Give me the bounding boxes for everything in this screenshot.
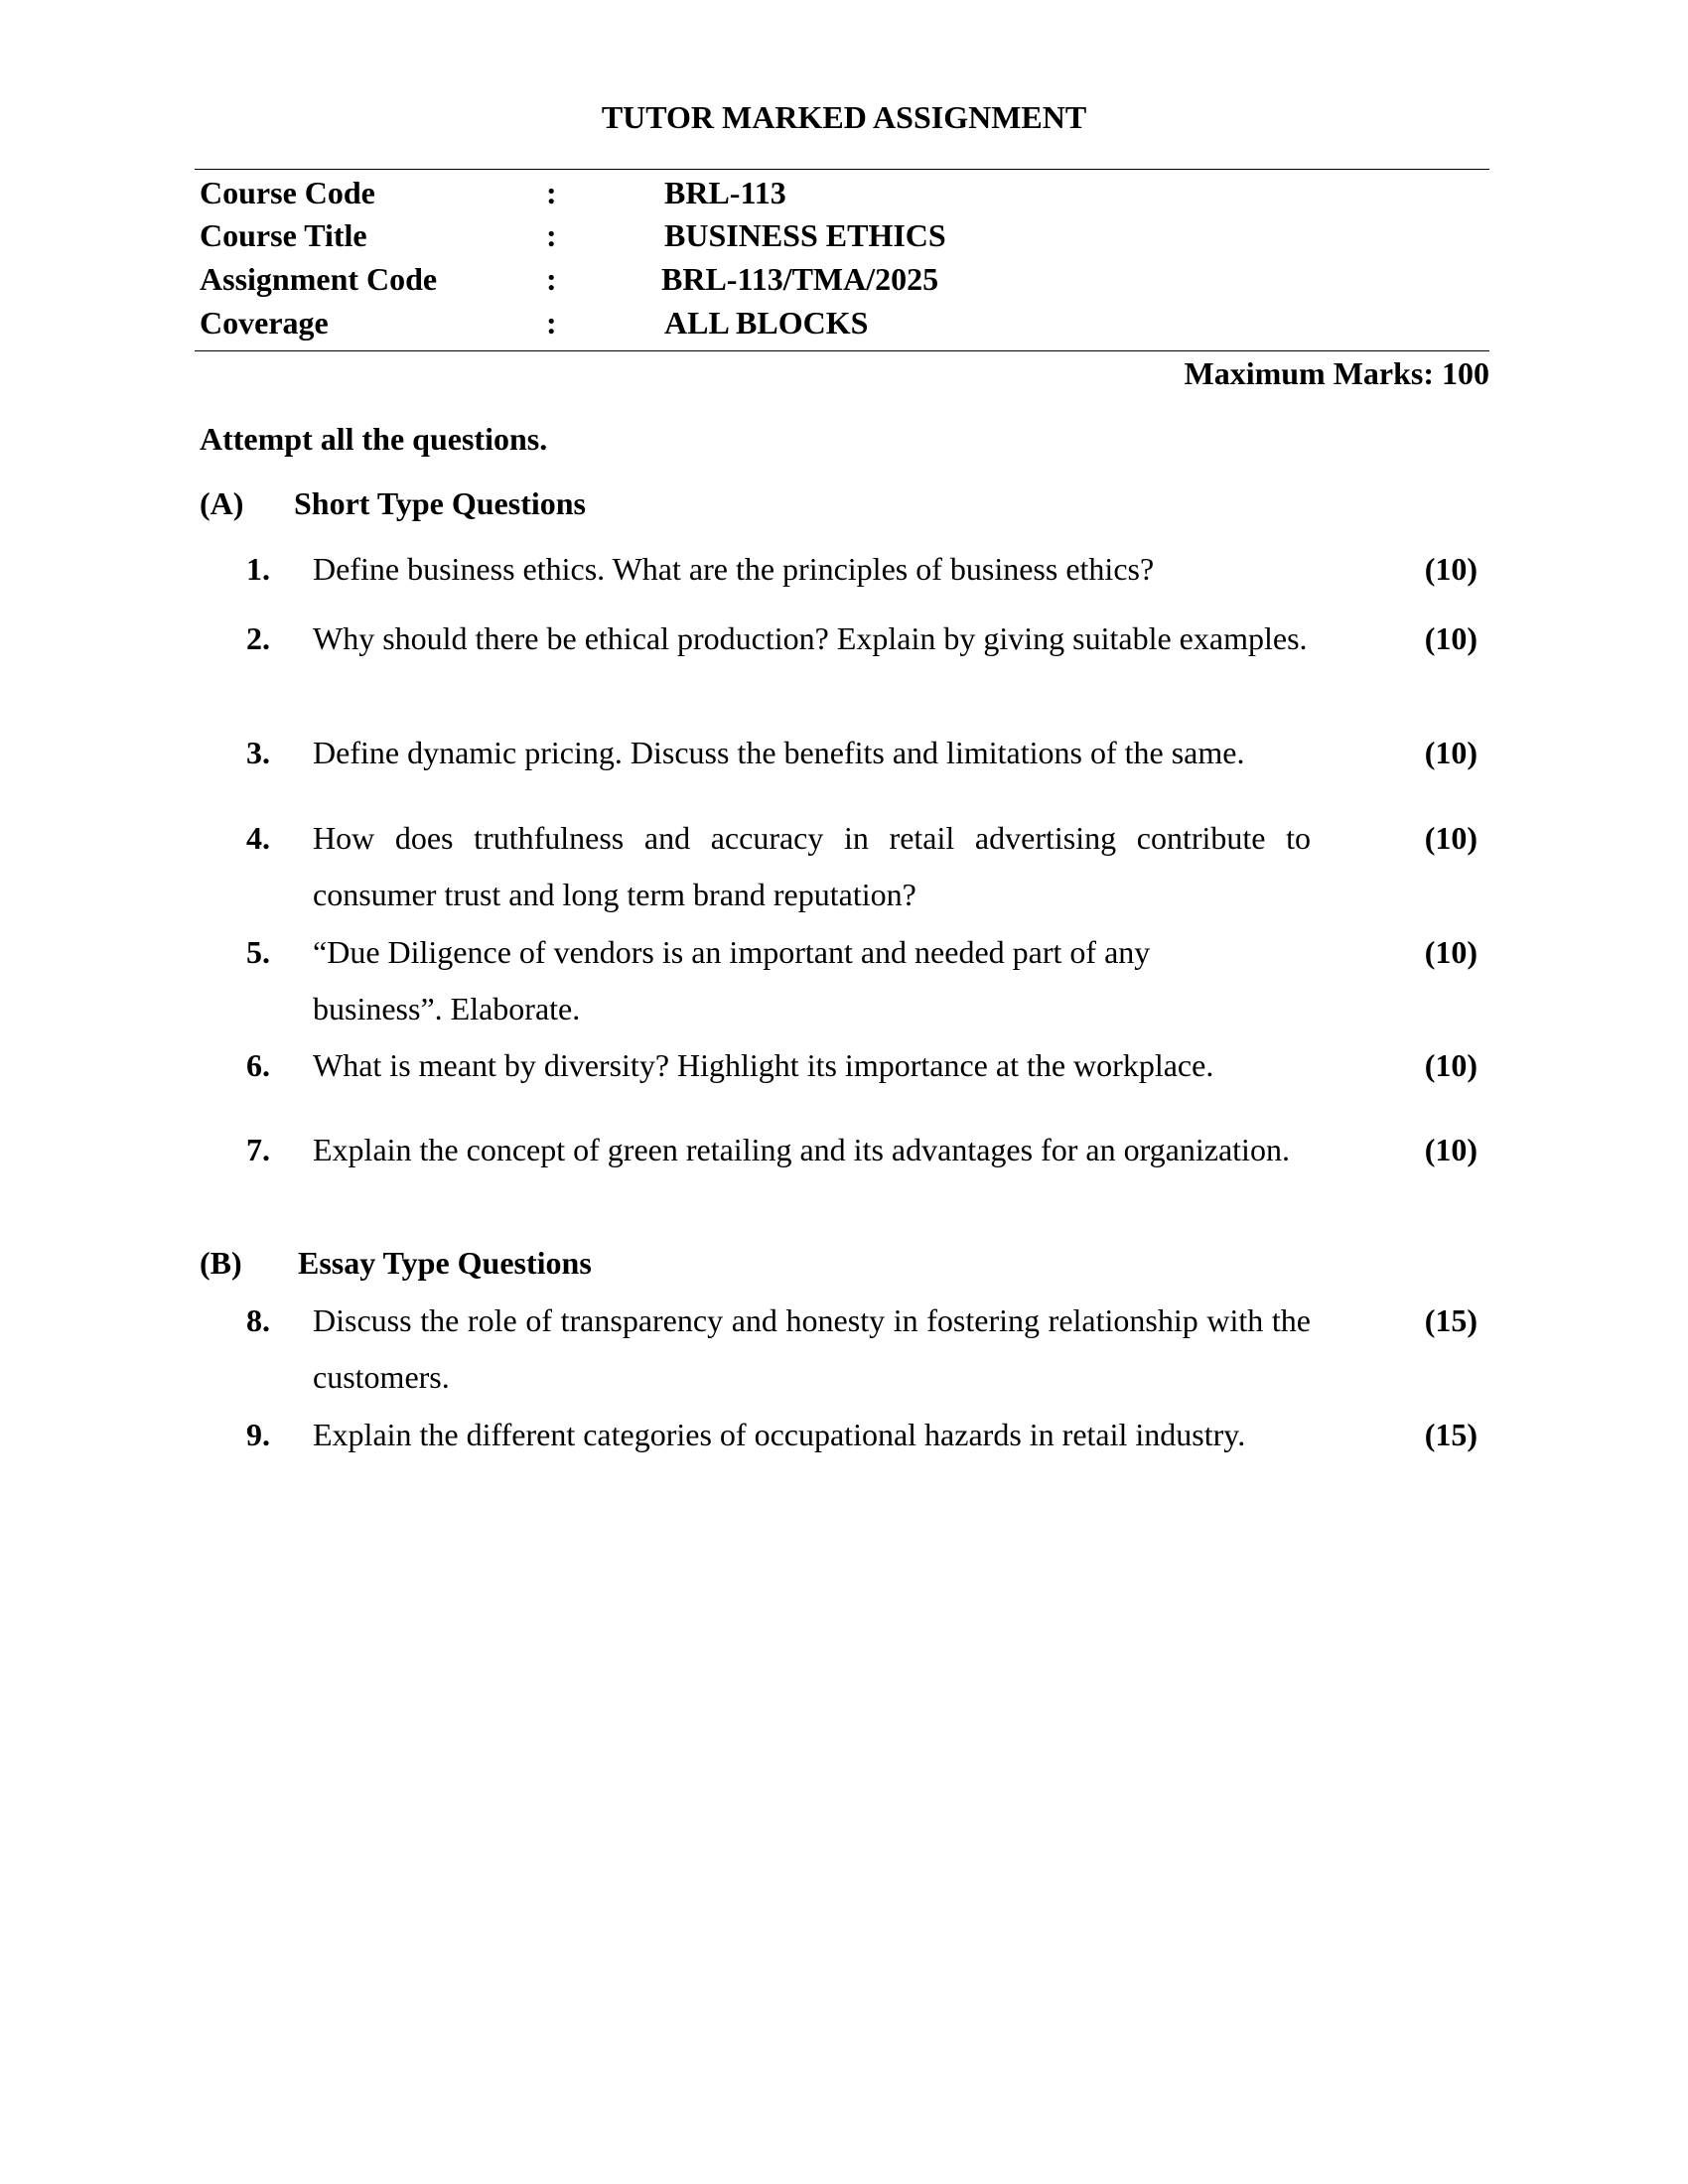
question-number: 1.: [246, 551, 270, 587]
meta-value: BRL-113: [664, 175, 786, 210]
question-marks: (10): [1424, 735, 1477, 770]
section-b-heading: [0, 1241, 1688, 1285]
meta-label: Course Code: [200, 175, 375, 210]
meta-value: ALL BLOCKS: [664, 305, 869, 341]
meta-label: Coverage: [200, 305, 329, 341]
meta-colon: :: [546, 261, 557, 297]
section-title: Short Type Questions: [294, 485, 586, 521]
meta-colon: :: [546, 175, 557, 210]
question-text: Define dynamic pricing. Discuss the benefits and limitations of the same.: [313, 735, 1245, 770]
meta-label: Course Title: [200, 217, 367, 253]
section-letter: (B): [200, 1245, 242, 1281]
question-text: Discuss the role of transparency and honesty in fostering relationship with the customers.: [313, 1302, 1311, 1395]
meta-value: BRL-113/TMA/2025: [661, 261, 939, 297]
meta-row-coverage: [0, 301, 1688, 344]
question-number: 7.: [246, 1132, 270, 1167]
question-number: 8.: [246, 1302, 270, 1338]
question-marks: (10): [1424, 820, 1477, 856]
instruction-text: Attempt all the questions.: [200, 421, 548, 457]
question-marks: (10): [1424, 551, 1477, 587]
document-title: TUTOR MARKED ASSIGNMENT: [601, 99, 1087, 135]
meta-colon: :: [546, 305, 557, 341]
maximum-marks: Maximum Marks: 100: [1184, 355, 1489, 391]
question-marks: (15): [1424, 1417, 1477, 1452]
question-number: 5.: [246, 934, 270, 970]
question-number: 3.: [246, 735, 270, 770]
section-title: Essay Type Questions: [298, 1245, 592, 1281]
meta-value: BUSINESS ETHICS: [664, 217, 946, 253]
question-text: Explain the concept of green retailing and its advantages for an organization.: [313, 1132, 1290, 1167]
question-text: “Due Diligence of vendors is an important and needed part of any business”. Elaborate.: [313, 934, 1151, 1026]
question-number: 2.: [246, 620, 270, 656]
question-text: Define business ethics. What are the principles of business ethics?: [313, 551, 1155, 587]
question-text: Why should there be ethical production? Explain by giving suitable examples.: [313, 620, 1308, 656]
meta-label: Assignment Code: [200, 261, 438, 297]
question-number: 4.: [246, 820, 270, 856]
meta-row-assignment-code: [0, 257, 1688, 301]
question-marks: (10): [1424, 934, 1477, 970]
question-marks: (15): [1424, 1302, 1477, 1338]
meta-row-course-title: [0, 213, 1688, 257]
question-marks: (10): [1424, 1047, 1477, 1083]
section-a-heading: [0, 481, 1688, 525]
header-top-rule: [195, 169, 1489, 170]
question-text: Explain the different categories of occupational hazards in retail industry.: [313, 1417, 1246, 1452]
section-letter: (A): [200, 485, 244, 521]
question-number: 6.: [246, 1047, 270, 1083]
question-marks: (10): [1424, 620, 1477, 656]
question-marks: (10): [1424, 1132, 1477, 1167]
question-text: How does truthfulness and accuracy in retail advertising contribute to consumer trust and long term brand reputation?: [313, 820, 1311, 912]
meta-row-course-code: [0, 171, 1688, 214]
question-number: 9.: [246, 1417, 270, 1452]
meta-colon: :: [546, 217, 557, 253]
question-text: What is meant by diversity? Highlight its importance at the workplace.: [313, 1047, 1214, 1083]
